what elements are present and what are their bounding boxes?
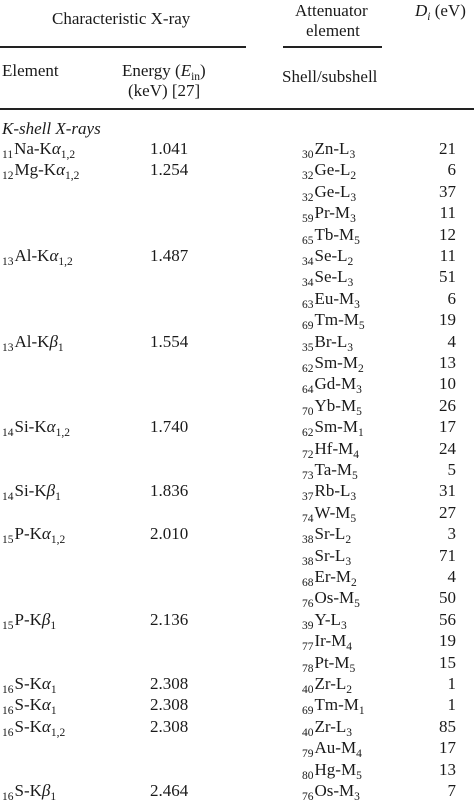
element-atomic-number: 16 <box>2 705 14 718</box>
element-symbol: Si-K <box>14 481 47 501</box>
di-cell <box>439 140 456 157</box>
shell-atomic-number: 76 <box>302 598 314 611</box>
element-symbol: P-K <box>14 524 42 544</box>
shell-symbol: Zr-L <box>314 716 347 736</box>
energy-value: 1.554 <box>150 331 189 351</box>
shell-cell <box>302 588 360 611</box>
element-line: β <box>41 609 51 629</box>
di-value: 6 <box>447 160 456 180</box>
energy-value: 2.308 <box>150 695 189 715</box>
shell-symbol: Y-L <box>314 609 341 629</box>
shell-sub: 2 <box>350 170 357 183</box>
shell-cell <box>302 609 347 632</box>
element-line-sub: 1,2 <box>50 534 66 547</box>
energy-cell <box>150 525 188 542</box>
element-symbol: S-K <box>14 781 42 800</box>
shell-sub: 5 <box>356 405 362 418</box>
section-label: K-shell X-rays <box>2 119 101 138</box>
header-di-unit: (eV) <box>430 1 466 20</box>
shell-cell <box>302 246 354 268</box>
di-value: 71 <box>439 545 456 565</box>
element-line-sub: 1,2 <box>65 170 80 183</box>
header-rule-main <box>0 108 474 110</box>
di-value: 27 <box>439 502 456 522</box>
shell-atomic-number: 74 <box>302 512 314 525</box>
shell-symbol: Tm-M <box>314 695 359 715</box>
di-value: 11 <box>439 203 456 223</box>
shell-atomic-number: 38 <box>302 555 314 568</box>
element-symbol: S-K <box>14 716 42 736</box>
header-energy-sub: in <box>191 71 201 83</box>
shell-cell <box>302 631 353 654</box>
element-symbol: Na-K <box>14 139 52 158</box>
header-di-sub: i <box>427 11 431 23</box>
di-cell <box>448 461 457 478</box>
shell-symbol: Os-M <box>314 588 355 608</box>
shell-sub: 3 <box>350 191 357 204</box>
energy-cell <box>150 333 188 350</box>
element-cell <box>2 246 73 268</box>
shell-symbol: Os-M <box>314 781 355 800</box>
element-symbol: Si-K <box>14 417 47 437</box>
shell-cell <box>302 139 356 161</box>
shell-atomic-number: 62 <box>302 363 314 375</box>
shell-cell <box>302 695 365 718</box>
shell-sub: 5 <box>350 512 357 525</box>
shell-atomic-number: 62 <box>302 427 314 440</box>
di-cell <box>440 204 456 221</box>
energy-value: 1.041 <box>150 139 189 158</box>
di-cell <box>439 547 456 564</box>
shell-sub: 3 <box>347 341 353 354</box>
element-cell <box>2 139 76 161</box>
di-value: 24 <box>439 438 456 458</box>
header-attenuator-line2: element <box>306 21 360 40</box>
header-energy-text-a: Energy ( <box>122 61 181 80</box>
di-value: 10 <box>439 374 456 394</box>
shell-atomic-number: 69 <box>302 320 314 333</box>
energy-cell <box>150 696 188 713</box>
shell-symbol: Pr-M <box>314 203 351 223</box>
shell-cell <box>302 738 362 761</box>
element-atomic-number: 11 <box>2 149 14 161</box>
element-atomic-number: 15 <box>2 619 14 632</box>
di-cell <box>439 268 456 285</box>
shell-cell <box>302 267 354 290</box>
element-line-sub: 1 <box>57 341 64 354</box>
element-line-sub: 1 <box>55 491 61 504</box>
shell-atomic-number: 72 <box>302 448 314 461</box>
element-atomic-number: 15 <box>2 534 14 547</box>
shell-atomic-number: 38 <box>302 534 314 547</box>
energy-value: 2.010 <box>150 524 189 544</box>
header-rule-characteristic <box>0 46 246 48</box>
shell-atomic-number: 63 <box>302 298 314 311</box>
di-value: 17 <box>439 417 456 437</box>
di-value: 17 <box>439 738 456 758</box>
shell-cell <box>302 524 352 547</box>
shell-atomic-number: 34 <box>302 256 314 268</box>
di-value: 3 <box>447 524 456 544</box>
energy-cell <box>150 482 188 499</box>
energy-value: 1.487 <box>150 246 189 265</box>
di-cell <box>439 632 456 649</box>
shell-sub: 2 <box>350 577 357 589</box>
element-symbol: S-K <box>14 695 42 715</box>
element-line-sub: 1,2 <box>50 726 66 739</box>
shell-sub: 1 <box>357 427 364 440</box>
di-cell <box>439 482 456 499</box>
di-value: 13 <box>439 759 456 779</box>
shell-atomic-number: 39 <box>302 619 314 632</box>
element-symbol: P-K <box>14 609 42 629</box>
shell-cell <box>302 181 357 204</box>
header-energy-line1 <box>122 61 206 83</box>
header-shell: Shell/subshell <box>282 67 378 86</box>
di-cell <box>448 525 457 542</box>
shell-sub: 2 <box>347 256 354 268</box>
shell-sub: 5 <box>349 662 356 675</box>
shell-symbol: W-M <box>314 502 351 522</box>
di-value: 85 <box>439 716 456 736</box>
shell-atomic-number: 59 <box>302 213 314 226</box>
element-line-sub: 1 <box>50 619 57 632</box>
shell-atomic-number: 68 <box>302 577 314 589</box>
shell-sub: 3 <box>356 384 362 397</box>
energy-value: 2.136 <box>150 609 189 629</box>
element-atomic-number: 16 <box>2 684 14 696</box>
shell-cell <box>302 395 362 418</box>
shell-cell <box>302 224 360 247</box>
shell-sub: 3 <box>340 619 347 632</box>
shell-sub: 2 <box>346 684 353 696</box>
shell-sub: 3 <box>350 213 356 226</box>
shell-atomic-number: 77 <box>302 641 314 654</box>
di-cell <box>448 782 457 799</box>
element-symbol: Al-K <box>14 246 50 265</box>
shell-cell <box>302 310 365 333</box>
shell-sub: 5 <box>356 769 362 782</box>
di-value: 19 <box>439 631 456 651</box>
element-cell <box>2 417 70 440</box>
shell-sub: 3 <box>345 555 352 568</box>
shell-symbol: Tb-M <box>314 224 355 244</box>
di-value: 4 <box>447 567 456 586</box>
element-line-sub: 1 <box>50 684 57 696</box>
di-value: 37 <box>439 181 456 201</box>
shell-sub: 5 <box>354 598 360 611</box>
shell-atomic-number: 69 <box>302 705 314 718</box>
di-value: 31 <box>439 481 456 501</box>
shell-sub: 3 <box>346 726 353 739</box>
element-line: α <box>41 695 51 715</box>
shell-atomic-number: 30 <box>302 149 314 161</box>
element-line: α <box>41 716 51 736</box>
di-cell <box>439 589 456 606</box>
shell-cell <box>302 353 364 375</box>
shell-atomic-number: 78 <box>302 662 314 675</box>
shell-sub: 3 <box>347 277 354 290</box>
di-cell <box>439 375 456 392</box>
di-value: 15 <box>439 652 456 672</box>
di-cell <box>439 739 456 756</box>
shell-cell <box>302 567 357 589</box>
shell-atomic-number: 34 <box>302 277 314 290</box>
element-cell <box>2 609 57 632</box>
di-value: 19 <box>439 310 456 330</box>
header-di <box>415 1 466 23</box>
shell-sub: 1 <box>358 705 365 718</box>
shell-cell <box>302 716 353 739</box>
element-atomic-number: 16 <box>2 791 14 803</box>
element-symbol: Al-K <box>14 331 50 351</box>
shell-sub: 5 <box>352 470 358 482</box>
shell-symbol: Sm-M <box>314 353 358 372</box>
di-cell <box>439 654 456 671</box>
shell-symbol: Ta-M <box>314 460 353 479</box>
shell-cell <box>302 417 364 440</box>
di-value: 6 <box>447 288 456 308</box>
shell-atomic-number: 73 <box>302 470 314 482</box>
di-cell <box>439 311 456 328</box>
shell-symbol: Sr-L <box>314 545 346 565</box>
element-line: α <box>49 246 59 265</box>
shell-symbol: Sr-L <box>314 524 346 544</box>
di-value: 5 <box>447 460 456 479</box>
energy-cell <box>150 675 188 692</box>
shell-symbol: Tm-M <box>314 310 359 330</box>
shell-atomic-number: 32 <box>302 191 314 204</box>
element-cell <box>2 331 64 354</box>
element-line: β <box>41 781 51 800</box>
element-cell <box>2 481 61 504</box>
energy-cell <box>150 718 188 735</box>
element-line-sub: 1 <box>50 705 57 718</box>
shell-cell <box>302 781 360 803</box>
element-line: β <box>46 481 56 501</box>
header-characteristic: Characteristic X-ray <box>52 9 191 28</box>
di-value: 11 <box>439 246 456 265</box>
di-cell <box>439 183 456 200</box>
shell-symbol: Er-M <box>314 567 351 586</box>
element-atomic-number: 14 <box>2 491 14 504</box>
di-cell <box>439 397 456 414</box>
shell-sub: 2 <box>357 363 364 375</box>
di-value: 4 <box>447 331 456 351</box>
shell-cell <box>302 288 360 311</box>
shell-atomic-number: 76 <box>302 791 314 803</box>
di-cell <box>439 354 456 371</box>
shell-cell <box>302 481 357 504</box>
shell-atomic-number: 65 <box>302 234 314 247</box>
shell-cell <box>302 160 357 183</box>
element-line-sub: 1 <box>50 791 57 803</box>
shell-atomic-number: 32 <box>302 170 314 183</box>
di-cell <box>448 675 457 692</box>
shell-symbol: Au-M <box>314 738 357 758</box>
di-cell <box>439 226 456 243</box>
energy-value: 2.308 <box>150 716 189 736</box>
element-line: α <box>46 417 56 437</box>
di-value: 1 <box>447 674 456 693</box>
element-atomic-number: 14 <box>2 427 14 440</box>
di-value: 12 <box>439 224 456 244</box>
shell-symbol: Ge-L <box>314 160 351 180</box>
shell-sub: 2 <box>345 534 352 547</box>
shell-symbol: Eu-M <box>314 288 355 308</box>
shell-sub: 5 <box>354 234 360 247</box>
di-value: 13 <box>439 353 456 372</box>
shell-sub: 4 <box>346 641 353 654</box>
shell-atomic-number: 80 <box>302 769 314 782</box>
shell-symbol: Zr-L <box>314 674 347 693</box>
di-cell <box>439 504 456 521</box>
shell-sub: 4 <box>353 448 359 461</box>
element-atomic-number: 13 <box>2 256 14 268</box>
energy-cell <box>150 161 188 178</box>
di-value: 1 <box>447 695 456 715</box>
element-atomic-number: 12 <box>2 170 14 183</box>
header-di-main: D <box>415 1 428 20</box>
di-cell <box>448 568 457 585</box>
shell-symbol: Se-L <box>314 267 348 287</box>
shell-symbol: Se-L <box>314 246 348 265</box>
header-energy-e: E <box>180 61 192 80</box>
header-energy-text-b: ) <box>200 61 206 80</box>
di-cell <box>439 761 456 778</box>
energy-cell <box>150 247 188 264</box>
di-cell <box>439 611 456 628</box>
element-symbol: Mg-K <box>14 160 57 180</box>
di-value: 50 <box>439 588 456 608</box>
element-line: α <box>56 160 65 180</box>
element-cell <box>2 695 57 718</box>
shell-cell <box>302 438 359 461</box>
di-cell <box>439 418 456 435</box>
energy-value: 2.464 <box>150 781 189 800</box>
shell-sub: 4 <box>356 748 362 761</box>
shell-atomic-number: 70 <box>302 405 314 418</box>
energy-value: 1.254 <box>150 160 189 180</box>
energy-cell <box>150 140 188 157</box>
element-cell <box>2 716 66 739</box>
shell-cell <box>302 460 358 482</box>
di-cell <box>448 333 457 350</box>
shell-symbol: Pt-M <box>314 652 350 672</box>
element-line-sub: 1,2 <box>58 256 73 268</box>
di-cell <box>448 696 457 713</box>
header-attenuator-line1: Attenuator <box>295 1 368 20</box>
shell-symbol: Gd-M <box>314 374 357 394</box>
element-line-sub: 1,2 <box>60 149 76 161</box>
shell-sub: 3 <box>354 298 360 311</box>
shell-atomic-number: 40 <box>302 684 314 696</box>
shell-cell <box>302 502 357 525</box>
shell-cell <box>302 759 362 782</box>
shell-cell <box>302 331 353 354</box>
header-element: Element <box>2 61 59 80</box>
energy-value: 1.740 <box>150 417 189 437</box>
shell-symbol: Br-L <box>314 331 348 351</box>
element-line-sub: 1,2 <box>55 427 70 440</box>
shell-symbol: Ir-M <box>314 631 347 651</box>
shell-symbol: Ge-L <box>314 181 351 201</box>
di-cell <box>448 161 457 178</box>
shell-sub: 3 <box>350 491 357 504</box>
di-value: 56 <box>439 609 456 629</box>
di-cell <box>440 247 456 264</box>
shell-cell <box>302 374 362 397</box>
shell-symbol: Sm-M <box>314 417 358 437</box>
shell-symbol: Yb-M <box>314 395 357 415</box>
shell-cell <box>302 545 352 568</box>
element-cell <box>2 674 57 696</box>
energy-cell <box>150 611 188 628</box>
di-value: 26 <box>439 395 456 415</box>
element-line: β <box>49 331 58 351</box>
shell-cell <box>302 652 356 675</box>
header-rule-attenuator <box>283 46 382 48</box>
energy-value: 1.836 <box>150 481 189 501</box>
element-line: α <box>51 139 61 158</box>
shell-sub: 5 <box>358 320 365 333</box>
shell-atomic-number: 37 <box>302 491 314 504</box>
shell-sub: 3 <box>349 149 356 161</box>
shell-cell <box>302 674 353 696</box>
header-energy-line2: (keV) [27] <box>128 81 201 100</box>
shell-atomic-number: 64 <box>302 384 314 397</box>
element-cell <box>2 160 80 183</box>
shell-symbol: Zn-L <box>314 139 350 158</box>
element-atomic-number: 13 <box>2 341 14 354</box>
shell-atomic-number: 79 <box>302 748 314 761</box>
shell-atomic-number: 35 <box>302 341 314 354</box>
di-value: 21 <box>439 139 456 158</box>
di-cell <box>439 718 456 735</box>
di-cell <box>448 290 457 307</box>
shell-symbol: Rb-L <box>314 481 351 501</box>
element-line: α <box>41 674 51 693</box>
element-atomic-number: 16 <box>2 726 14 739</box>
shell-atomic-number: 40 <box>302 726 314 739</box>
di-cell <box>439 440 456 457</box>
element-cell <box>2 781 57 803</box>
energy-value: 2.308 <box>150 674 189 693</box>
di-value: 7 <box>447 781 456 800</box>
shell-symbol: Hg-M <box>314 759 357 779</box>
shell-sub: 3 <box>354 791 360 803</box>
element-cell <box>2 524 66 547</box>
energy-cell <box>150 782 188 799</box>
energy-cell <box>150 418 188 435</box>
element-line: α <box>41 524 51 544</box>
shell-cell <box>302 203 356 226</box>
shell-symbol: Hf-M <box>314 438 354 458</box>
element-symbol: S-K <box>14 674 42 693</box>
di-value: 51 <box>439 267 456 287</box>
